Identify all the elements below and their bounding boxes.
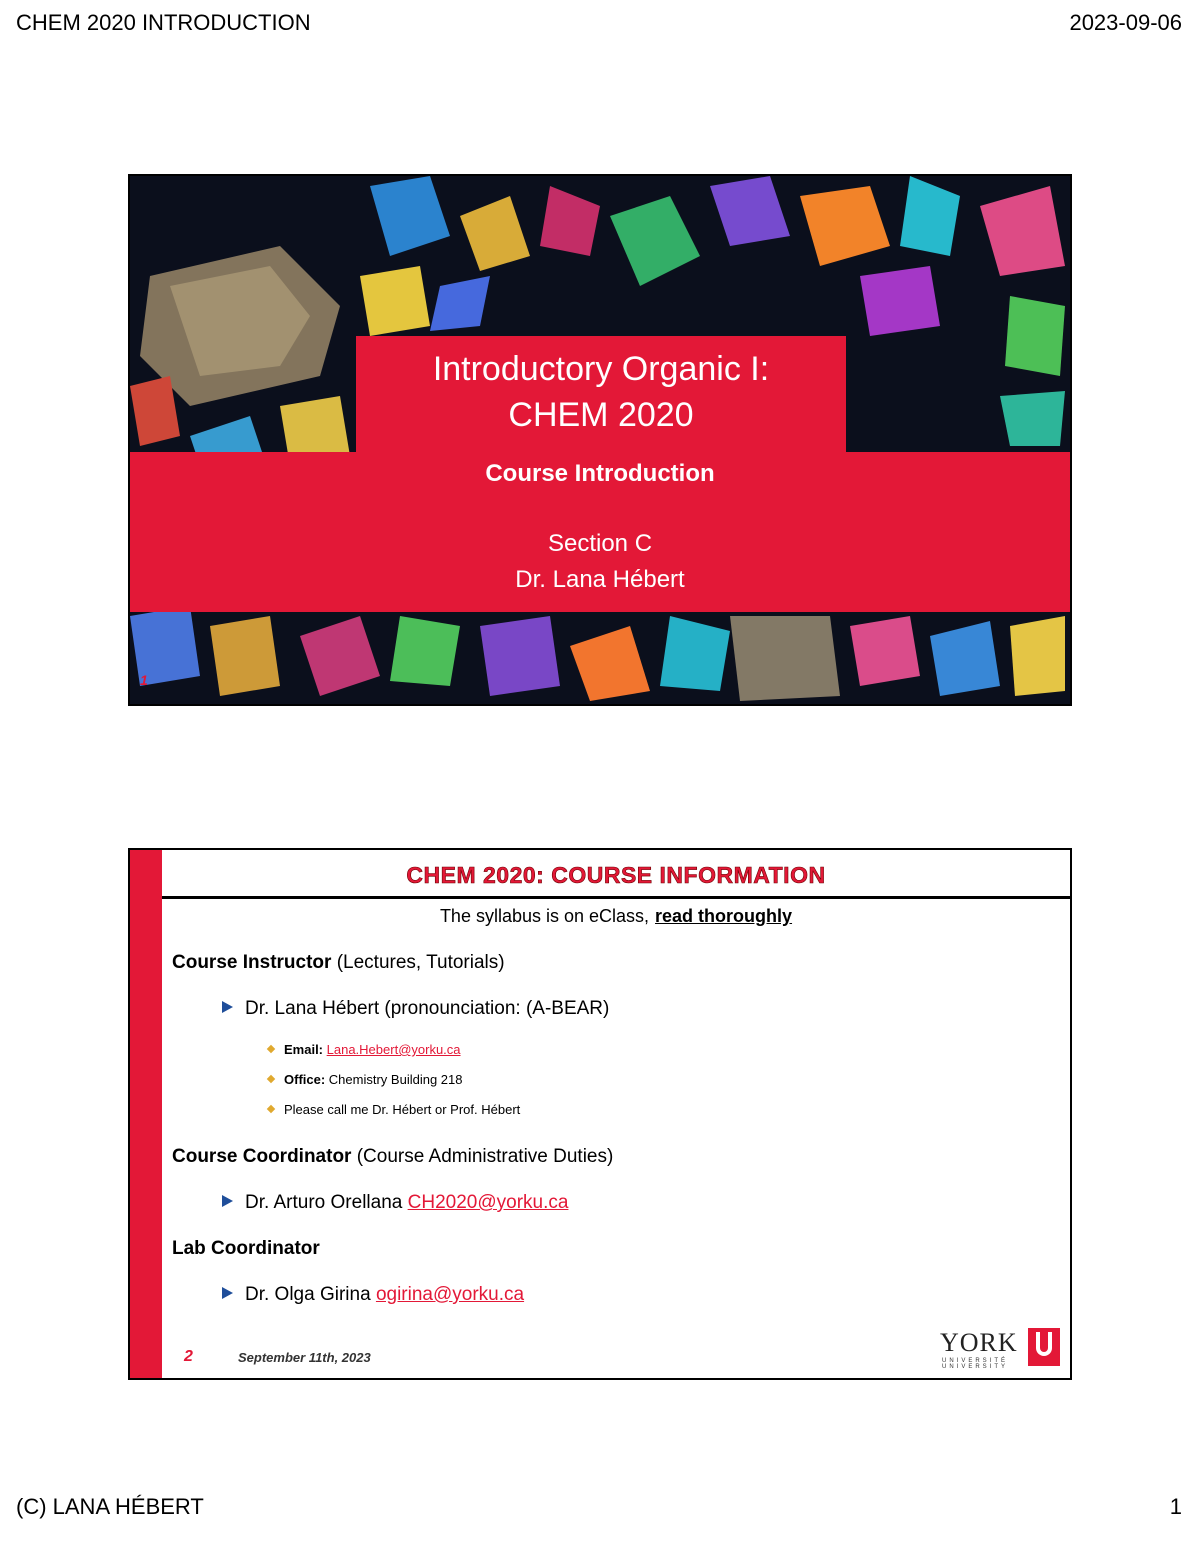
slide-1-author: Dr. Lana Hébert	[515, 566, 685, 593]
slide-2-intro	[162, 906, 1070, 927]
diamond-bullet-icon	[267, 1045, 275, 1053]
instructor-note: Please call me Dr. Hébert or Prof. Hébert	[284, 1102, 521, 1117]
slide-1-title-box	[356, 336, 846, 456]
instructor-heading-line	[172, 952, 505, 974]
lab-heading: Lab Coordinator	[172, 1238, 320, 1259]
instructor-office: Chemistry Building 218	[328, 1072, 463, 1087]
york-university-logo	[940, 1328, 1062, 1370]
coordinator-email-link[interactable]: CH2020@yorku.ca	[407, 1192, 569, 1213]
arrow-bullet-icon	[222, 1195, 233, 1207]
slide-1-subtitle: Course Introduction	[485, 460, 715, 487]
page-header-date: 2023-09-06	[1069, 10, 1182, 35]
slide-2-title: CHEM 2020: COURSE INFORMATION	[406, 862, 826, 888]
slide-2-date: September 11th, 2023	[238, 1350, 371, 1365]
lab-heading-line	[172, 1238, 320, 1260]
instructor-note-line	[268, 1102, 520, 1117]
coordinator-heading-note: (Course Administrative Duties)	[356, 1146, 614, 1167]
lab-name-line	[222, 1284, 524, 1306]
slide-1-section: Section C	[547, 530, 653, 557]
instructor-email-link[interactable]: Lana.Hebert@yorku.ca	[326, 1042, 461, 1057]
slide-2-number: 2	[184, 1348, 193, 1365]
york-logo-text: YORK	[940, 1328, 1018, 1357]
instructor-name: Dr. Lana Hébert (pronounciation: (A-BEAR)	[245, 998, 610, 1019]
coordinator-heading-line	[172, 1146, 613, 1168]
slide-1-red-band	[130, 452, 1070, 612]
york-logo-small-text: UNIVERSITÉ UNIVERSITY	[942, 1358, 1009, 1370]
coordinator-heading: Course Coordinator	[172, 1146, 352, 1167]
instructor-office-label: Office:	[284, 1072, 326, 1087]
slide-2	[128, 848, 1072, 1380]
diamond-bullet-icon	[267, 1075, 275, 1083]
diamond-bullet-icon	[267, 1105, 275, 1113]
coordinator-name: Dr. Arturo Orellana	[245, 1192, 403, 1213]
slide-2-title-rule	[162, 896, 1070, 899]
instructor-office-line	[268, 1072, 462, 1087]
instructor-heading-note: (Lectures, Tutorials)	[336, 952, 505, 973]
lab-email-link[interactable]: ogirina@yorku.ca	[375, 1284, 525, 1305]
page-footer-number: 1	[1169, 1494, 1182, 1519]
slide-1	[128, 174, 1072, 706]
arrow-bullet-icon	[222, 1001, 233, 1013]
slide-1-title-line-1: Introductory Organic I:	[432, 350, 770, 388]
slide-1-number: 1	[140, 672, 148, 688]
slide-2-red-sidebar	[130, 850, 162, 1378]
lab-name: Dr. Olga Girina	[245, 1284, 371, 1305]
slide-2-intro-emphasis: read thoroughly	[655, 906, 793, 926]
arrow-bullet-icon	[222, 1287, 233, 1299]
instructor-heading: Course Instructor	[172, 952, 332, 973]
slide-2-intro-text: The syllabus is on eClass,	[439, 906, 650, 926]
page-header-title: CHEM 2020 INTRODUCTION	[16, 10, 311, 35]
york-u-icon	[1028, 1328, 1060, 1366]
slide-1-title-line-2: CHEM 2020	[508, 396, 694, 434]
instructor-email-line	[268, 1042, 461, 1057]
page-footer-copyright: (C) LANA HÉBERT	[16, 1494, 204, 1519]
instructor-email-label: Email:	[284, 1042, 324, 1057]
coordinator-name-line	[222, 1192, 568, 1214]
instructor-name-line	[222, 998, 609, 1020]
